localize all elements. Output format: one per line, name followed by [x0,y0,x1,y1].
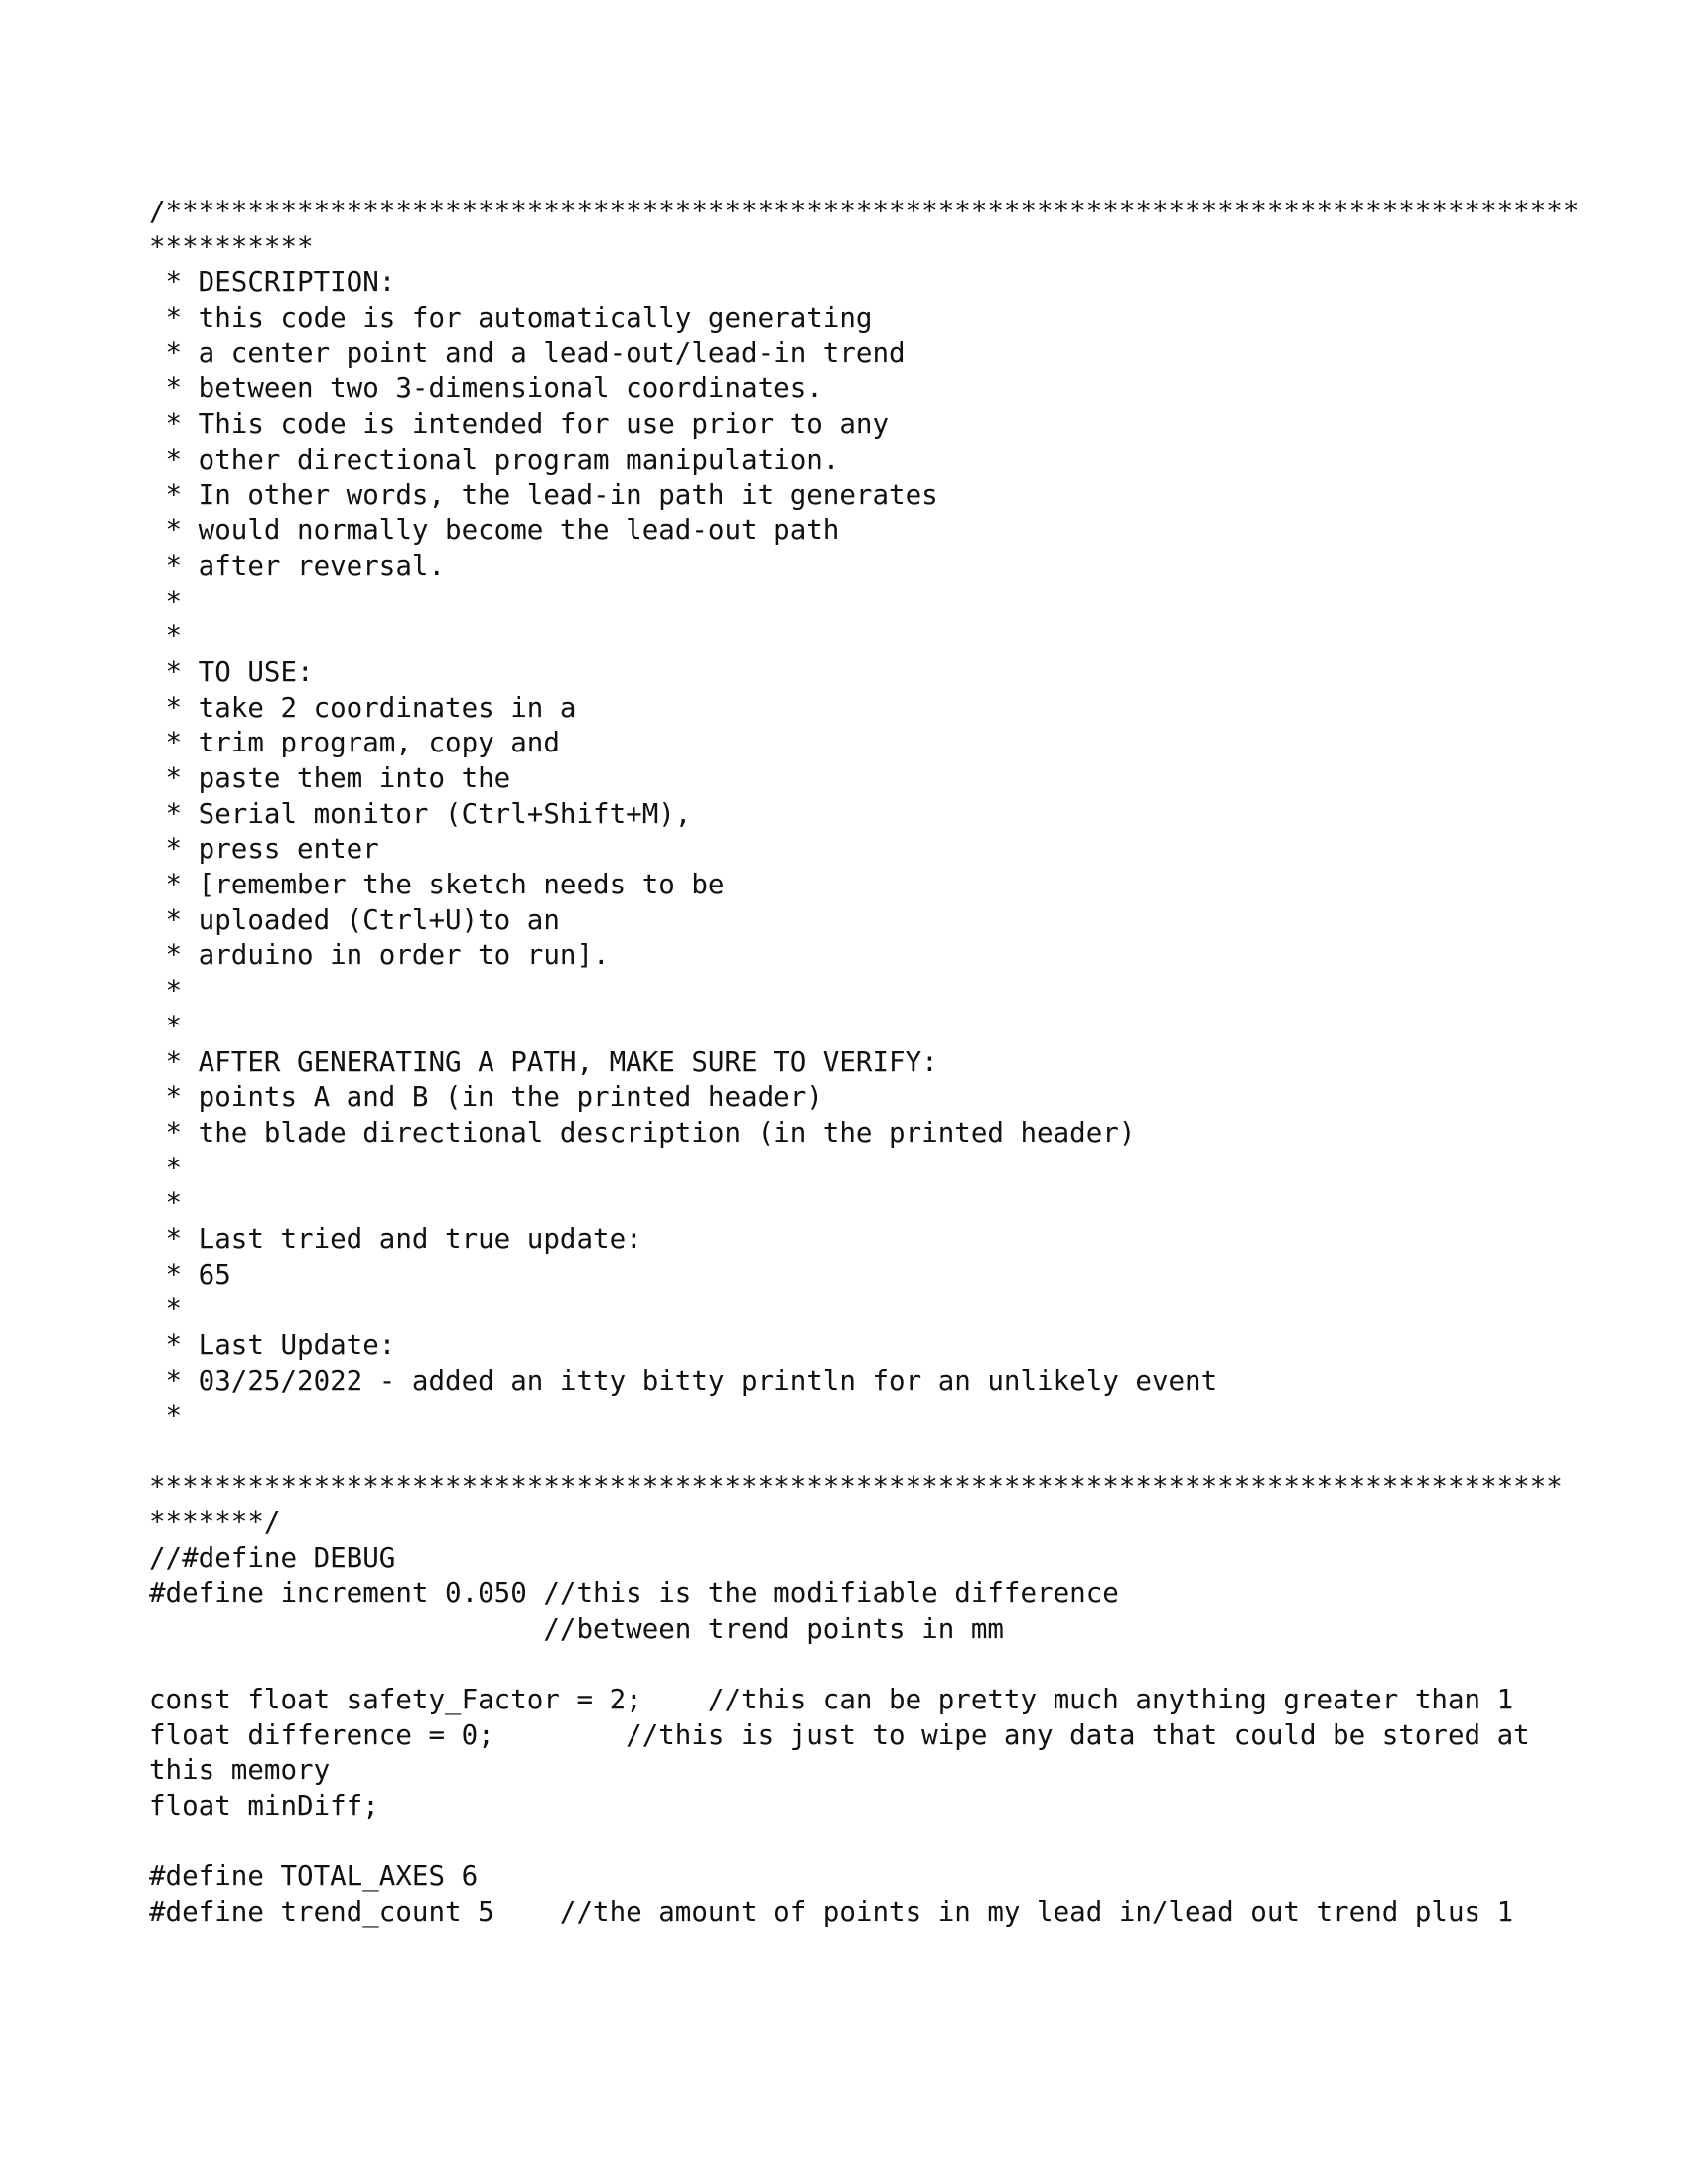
code-line: * this code is for automatically generating [149,302,873,335]
code-line: * Last tried and true update: [149,1222,642,1255]
code-line: * arduino in order to run]. [149,939,610,972]
code-line: *******/ [149,1506,281,1539]
code-line: //#define DEBUG [149,1542,396,1574]
code-line: ********** [149,230,314,263]
code-line [149,1647,1579,1683]
code-line: * 65 [149,1258,231,1291]
code-line: this memory [149,1754,331,1787]
code-line: #define increment 0.050 //this is the modifiable difference [149,1576,1119,1609]
code-line: * between two 3-dimensional coordinates. [149,372,823,405]
code-line: * trim program, copy and [149,727,560,759]
code-line: * the blade directional description (in the printed header) [149,1116,1136,1149]
code-line: * TO USE: [149,655,314,688]
code-line: * [149,585,183,617]
code-line: * other directional program manipulation. [149,443,840,476]
code-line: * take 2 coordinates in a [149,691,577,724]
code-line: * In other words, the lead-in path it generates [149,478,938,511]
code-line [149,1434,1579,1470]
code-listing [149,195,1579,1931]
code-line: * press enter [149,833,379,866]
code-line: * DESCRIPTION: [149,266,396,299]
code-line: * This code is intended for use prior to any [149,408,890,441]
code-line: * [149,1010,183,1042]
code-line: * [149,620,183,653]
code-line: ************************************************************************************** [149,1470,1563,1503]
code-line: * [149,1152,183,1184]
code-line: * AFTER GENERATING A PATH, MAKE SURE TO VERIFY: [149,1045,938,1078]
code-line: const float safety_Factor = 2; //this can be pretty much anything greater than 1 [149,1683,1514,1715]
code-line: * would normally become the lead-out path [149,514,840,547]
code-line: * 03/25/2022 - added an itty bitty println for an unlikely event [149,1364,1218,1397]
code-line: * [149,1294,183,1326]
code-line: //between trend points in mm [149,1612,1004,1645]
code-line: #define trend_count 5 //the amount of points in my lead in/lead out trend plus 1 [149,1896,1514,1928]
code-line: * points A and B (in the printed header) [149,1081,823,1114]
code-line: * a center point and a lead-out/lead-in trend [149,337,906,369]
code-line: * uploaded (Ctrl+U)to an [149,903,560,936]
code-line: * Last Update: [149,1329,396,1361]
code-line: * paste them into the [149,762,511,794]
code-line: * [149,975,183,1008]
code-line: /************************************************************************************** [149,196,1580,227]
code-line [149,1825,1579,1860]
code-line: float difference = 0; //this is just to wipe any data that could be stored at [149,1718,1530,1751]
code-line: #define TOTAL_AXES 6 [149,1860,479,1893]
code-line: * Serial monitor (Ctrl+Shift+M), [149,797,692,830]
code-line: * after reversal. [149,549,446,582]
code-line: * [149,1187,183,1220]
code-line: float minDiff; [149,1789,379,1822]
code-line: * [remember the sketch needs to be [149,869,725,901]
code-line: * [149,1400,183,1433]
